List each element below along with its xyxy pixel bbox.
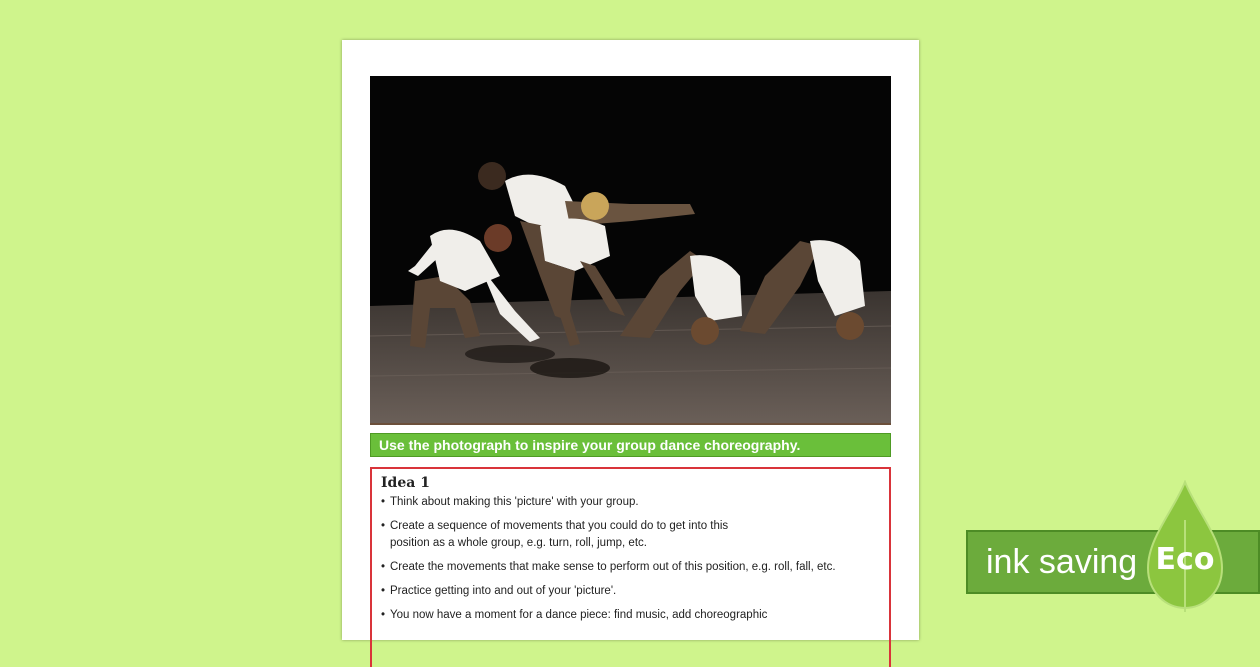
list-item: • Practice getting into and out of your 'picture'. [381, 583, 879, 600]
idea-list [381, 494, 879, 624]
list-item: • Think about making this 'picture' with your group. [381, 494, 879, 511]
idea-box [370, 467, 891, 667]
worksheet-page [342, 40, 919, 640]
ink-saving-label: ink saving [986, 543, 1138, 581]
instruction-banner: Use the photograph to inspire your group dance choreography. [370, 433, 891, 457]
list-item: • Create a sequence of movements that you could do to get into this position as a whole group, e.g. turn, roll, jump, etc. [381, 518, 879, 552]
list-item: • You now have a moment for a dance piece: find music, add choreographic [381, 607, 879, 624]
idea-title: Idea 1 [381, 475, 430, 491]
list-item: • Create the movements that make sense to perform out of this position, e.g. roll, fall, etc. [381, 559, 879, 576]
dancers-illustration [370, 76, 891, 423]
eco-label: Eco [1155, 542, 1215, 577]
dance-photograph [370, 76, 891, 425]
